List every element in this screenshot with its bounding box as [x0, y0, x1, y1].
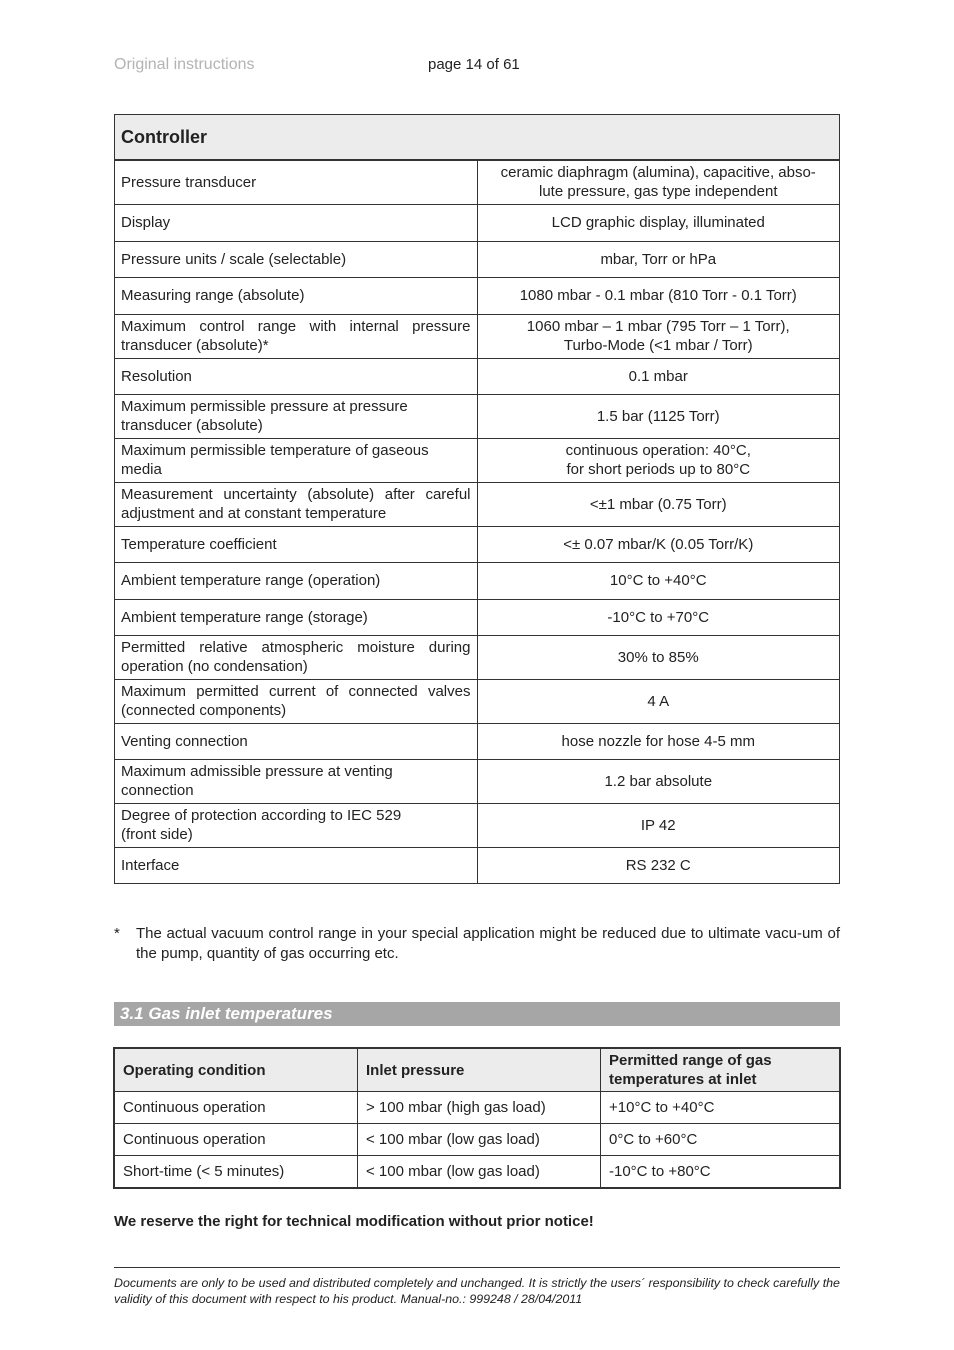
table-cell: < 100 mbar (low gas load) — [358, 1156, 601, 1189]
table-row — [115, 759, 840, 803]
spec-value: 1060 mbar – 1 mbar (795 Torr – 1 Torr), Turbo-Mode (<1 mbar / Torr) — [477, 314, 840, 358]
spec-value: hose nozzle for hose 4-5 mm — [477, 723, 840, 759]
spec-value: LCD graphic display, illuminated — [477, 204, 840, 241]
table-row — [114, 1124, 840, 1156]
spec-label: Pressure units / scale (selectable) — [115, 241, 478, 277]
spec-value: 1.2 bar absolute — [477, 759, 840, 803]
controller-table-title: Controller — [115, 115, 840, 161]
spec-label: Maximum admissible pressure at venting connection — [115, 759, 478, 803]
column-header: Operating condition — [114, 1048, 358, 1092]
spec-label: Venting connection — [115, 723, 478, 759]
spec-label: Maximum permitted current of connected valves (connected components) — [115, 679, 478, 723]
table-row — [115, 526, 840, 562]
gas-inlet-table — [113, 1047, 841, 1189]
table-row — [115, 438, 840, 482]
footer-disclaimer: Documents are only to be used and distributed completely and unchanged. It is strictly the users´ responsibility to check carefully the validity of this document with respect to his product. Manual-no.: 999248 / 28/04/2011 — [114, 1276, 840, 1306]
spec-label: Permitted relative atmospheric moisture during operation (no condensation) — [115, 635, 478, 679]
spec-value: 1080 mbar - 0.1 mbar (810 Torr - 0.1 Torr) — [477, 277, 840, 314]
footnote-marker: * — [114, 925, 120, 942]
column-header: Permitted range of gas temperatures at inlet — [601, 1048, 841, 1092]
spec-label: Ambient temperature range (operation) — [115, 562, 478, 599]
spec-value: -10°C to +70°C — [477, 599, 840, 635]
table-row — [115, 803, 840, 847]
spec-label: Interface — [115, 847, 478, 883]
table-row — [114, 1092, 840, 1124]
controller-spec-table — [114, 114, 840, 884]
table-row — [115, 314, 840, 358]
spec-value: 4 A — [477, 679, 840, 723]
table-cell: Continuous operation — [114, 1124, 358, 1156]
footer-divider — [114, 1267, 840, 1268]
table-cell: > 100 mbar (high gas load) — [358, 1092, 601, 1124]
table-row — [115, 847, 840, 883]
reserve-notice: We reserve the right for technical modification without prior notice! — [114, 1213, 594, 1230]
table-row — [115, 599, 840, 635]
table-cell: < 100 mbar (low gas load) — [358, 1124, 601, 1156]
footnote-text: The actual vacuum control range in your special application might be reduced due to ultimate vacu-um of the pump, quantity of gas occurring etc. — [136, 925, 840, 962]
table-row — [115, 394, 840, 438]
spec-label: Maximum control range with internal pressure transducer (absolute)* — [115, 314, 478, 358]
table-row — [115, 482, 840, 526]
table-row — [115, 562, 840, 599]
header-document-type: Original instructions — [114, 56, 255, 73]
table-row — [115, 358, 840, 394]
section-heading: 3.1 Gas inlet temperatures — [114, 1002, 840, 1026]
spec-label: Measurement uncertainty (absolute) after careful adjustment and at constant temperature — [115, 482, 478, 526]
table-cell: 0°C to +60°C — [601, 1124, 841, 1156]
spec-value: 10°C to +40°C — [477, 562, 840, 599]
table-row — [115, 277, 840, 314]
spec-label: Maximum permissible pressure at pressure transducer (absolute) — [115, 394, 478, 438]
footnote — [114, 924, 840, 964]
spec-value: 1.5 bar (1125 Torr) — [477, 394, 840, 438]
table-row — [115, 241, 840, 277]
table-cell: +10°C to +40°C — [601, 1092, 841, 1124]
spec-label: Measuring range (absolute) — [115, 277, 478, 314]
spec-label: Ambient temperature range (storage) — [115, 599, 478, 635]
spec-label: Pressure transducer — [115, 160, 478, 204]
column-header: Inlet pressure — [358, 1048, 601, 1092]
spec-value: mbar, Torr or hPa — [477, 241, 840, 277]
spec-value: IP 42 — [477, 803, 840, 847]
spec-value: <±1 mbar (0.75 Torr) — [477, 482, 840, 526]
spec-label: Maximum permissible temperature of gaseous media — [115, 438, 478, 482]
spec-label: Temperature coefficient — [115, 526, 478, 562]
table-row — [115, 160, 840, 204]
table-cell: -10°C to +80°C — [601, 1156, 841, 1189]
table-row — [115, 204, 840, 241]
spec-label: Display — [115, 204, 478, 241]
spec-value: 0.1 mbar — [477, 358, 840, 394]
table-row — [115, 723, 840, 759]
spec-value: 30% to 85% — [477, 635, 840, 679]
table-header-row — [114, 1048, 840, 1092]
page-number: page 14 of 61 — [428, 56, 520, 73]
spec-value: RS 232 C — [477, 847, 840, 883]
spec-value: continuous operation: 40°C, for short periods up to 80°C — [477, 438, 840, 482]
spec-value: ceramic diaphragm (alumina), capacitive, abso- lute pressure, gas type independent — [477, 160, 840, 204]
spec-label: Degree of protection according to IEC 529 (front side) — [115, 803, 478, 847]
table-cell: Short-time (< 5 minutes) — [114, 1156, 358, 1189]
table-row — [115, 679, 840, 723]
spec-label: Resolution — [115, 358, 478, 394]
table-cell: Continuous operation — [114, 1092, 358, 1124]
table-row — [114, 1156, 840, 1189]
spec-value: <± 0.07 mbar/K (0.05 Torr/K) — [477, 526, 840, 562]
table-row — [115, 635, 840, 679]
